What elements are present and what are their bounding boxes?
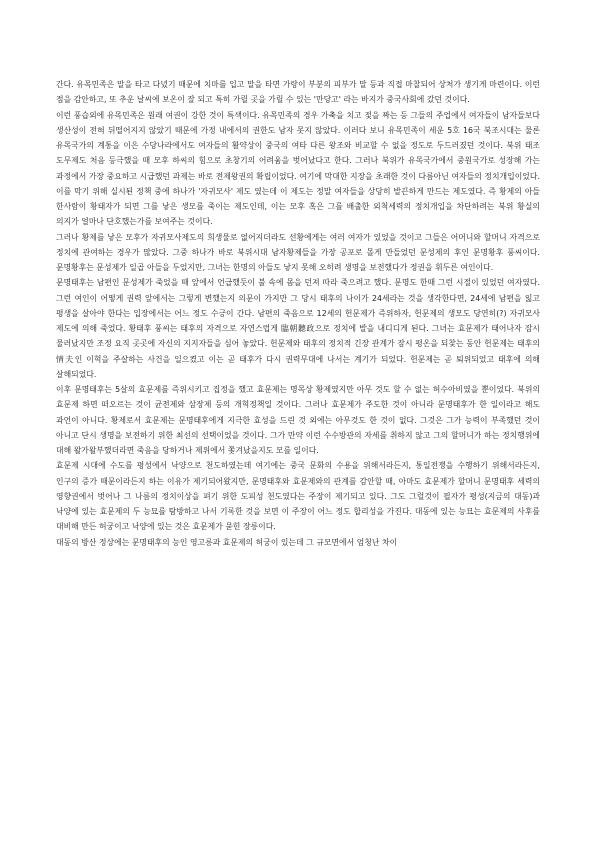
paragraph: 효문제 시대에 수도를 평성에서 낙양으로 천도하였는데 여기에는 중국 문화의 수용을 위해서라든지, 통일전쟁을 수행하기 위해서라든지, 인구의 증가 때문이라든지 하는 이유가 제기되어왔지만, 문명태후와 효문제와의 관계를 감안할 때, 아마도 효문제가 할머니 문명태후 세력의 영향권에서 벗어나 그 나름의 정치이상을 펴기 위한 도피성 천도였다는 주장이 제기되고 있다. 그도 그럴것이 필자가 평성(지금의 대동)과 낙양에 있는 효문제의 두 능묘를 탐방하고 나서 기록한 것을 보면 이 주장이 어느 정도 합리성을 가진다. 대동에 있는 능묘는 효문제의 사후를 대비해 만든 허궁이고 낙양에 있는 것은 효문제가 묻힌 장릉이다. [56, 461, 540, 532]
body-text [56, 77, 540, 550]
paragraph: 대동의 방산 정상에는 문명태후의 능인 영고릉과 효문제의 허궁이 있는데 그 규모면에서 엄청난 차이 [56, 537, 398, 547]
paragraph: 문명태후는 남편인 문성제가 죽었을 때 앞에서 언급했듯이 불 속에 몸을 던져 따라 죽으려고 했다. 문명도 한때 그런 시절이 있었던 여자였다. 그런 여인이 어떻게 권력 앞에서는 그렇게 변했는지 의문이 가지만 그 당시 태후의 나이가 24세라는 것을 생각한다면, 24세에 남편을 잃고 평생을 살아야 한다는 입장에서는 어느 정도 수긍이 간다. 남편의 죽음으로 12세의 헌문제가 즉위하자, 헌문제의 생모도 당연히(?) 자귀모사 제도에 의해 죽었다. 황태후 풍씨는 태후의 자격으로 자연스럽게 臨朝聽政으로 정치에 발을 내디디게 된다. 그녀는 효문제가 태어나자 잠시 물러났지만 조정 요직 곳곳에 자신의 지지자들을 심어 놓았다. 헌문제와 태후의 정치적 긴장 관계가 잠시 평온을 되찾는 동안 헌문제는 태후의 情夫인 이혁을 주살하는 사건을 일으켰고 이는 곧 태후가 다시 권력무대에 나서는 계기가 되었다. 헌문제는 곧 퇴위되었고 태후에 의해 살해되었다. [56, 278, 540, 379]
paragraph: 그러나 황제를 낳은 모후가 자귀모사제도의 희생물로 없어지더라도 선황에게는 여러 여자가 있었을 것이고 그들은 어머니와 할머니 자격으로 정치에 관여하는 경우가 많았다. 그중 하나가 바로 북위시대 남자황제들을 가장 공포로 몰게 만들었던 문성제의 후인 문명황후 풍씨이다. 문명황후는 문성제가 일곱 아들을 두었지만, 그녀는 한명의 아들도 낳지 못해 오히려 생명을 보전했다가 정권을 휘두른 여인이다. [56, 232, 540, 272]
paragraph: 이후 문명태후는 5살의 효문제를 즉위시키고 집정을 했고 효문제는 명목상 황제였지만 아무 것도 할 수 없는 허수아비였을 뿐이었다. 북위의 효문제 하면 떠오르는 것이 균전제와 삼장제 등의 개혁정책일 것이다. 그러나 효문제가 주도한 것이 아니라 문명태후가 한 일이라고 해도 과언이 아니다. 황제로서 효문제는 문명태후에게 지극한 효성을 드린 것 외에는 아무것도 한 것이 없다. 그것은 그가 능력이 부족했던 것이 아니고 단시 생명을 보전하기 위한 최선의 선택이었을 것이다. 그가 만약 이런 수수방관의 자세를 취하지 않고 그의 할머니가 하는 정치행위에 대해 왈가왈부했더라면 죽음을 당하거나 제위에서 쫓겨났을지도 모를 일이다. [56, 385, 540, 455]
paragraph: 간다. 유목민족은 말을 타고 다녔기 때문에 치마를 입고 말을 타면 가랑이 부분의 피부가 말 등과 직접 마찰되어 상처가 생기게 마련이다. 이런 점을 감안하고, 또 추운 날씨에 보온이 잘 되고 특히 가릴 곳을 가릴 수 있는 '만당고' 라는 바지가 중국사회에 갔던 것이다. [56, 80, 540, 105]
paragraph: 이런 풍습외에 유목민족은 원래 여권이 강한 것이 특색이다. 유목민족의 경우 가축을 치고 젖을 짜는 등 그들의 주업에서 여자들이 남자들보다 생산성이 전혀 뒤떨어지지 않았기 때문에 가정 내에서의 권한도 남자 못지 않았다. 이러다 보니 유목민족이 세운 5호 16국 북조시대는 물론 유목국가의 계통을 이은 수당나라에서도 여자들의 활약상이 중국의 여타 다른 왕조와 비교할 수 없을 정도로 두드러졌던 것이다. 북위 태조 도무제도 처음 등극했을 때 모후 하씨의 힘으로 초창기의 어려움을 벗어났다고 한다. 그러나 북위가 유목국가에서 중원국가로 성장해 가는 과정에서 가장 중요하고 시급했던 과제는 바로 전제왕권의 확립이었다. 여기에 막대한 지장을 초래한 것이 다름아닌 여자들의 정치개입이었다. 이를 막기 위해 실시된 정책 중에 하나가 '자귀모사' 제도 였는데 이 제도는 정말 여자들을 상당히 발끈하게 만드는 제도였다. 즉 황제의 아들 한사람이 황태자가 되면 그를 낳은 생모를 죽이는 제도인데, 이는 모후 혹은 그를 배출한 외척세력의 정치개입을 차단하려는 북위 황실의 의지가 얼마나 단호했는가를 보여주는 것이다. [56, 110, 540, 227]
